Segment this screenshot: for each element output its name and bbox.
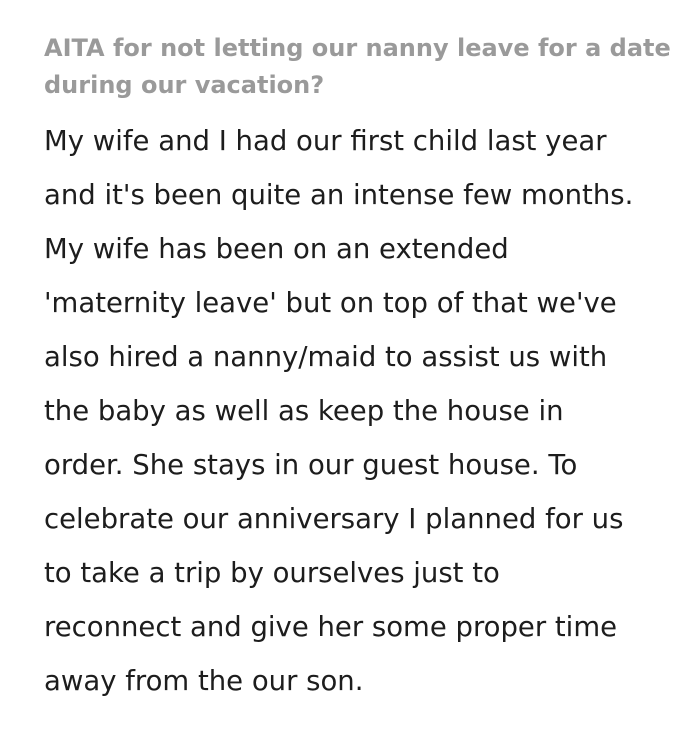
post-title-line: AITA for not letting our nanny leave for a [44, 34, 602, 62]
post-title-line: date during our vacation? [44, 34, 671, 99]
post-body-line: My wife has been on an extended [44, 233, 509, 265]
post-body-line: My wife and I had our first child last year [44, 125, 607, 157]
post-body-line: the baby as well as keep the house in [44, 395, 564, 427]
post-body-line: also hired a nanny/maid to assist us with [44, 341, 608, 373]
post [44, 30, 684, 708]
post-body-line: 'maternity leave' but on top of that we've [44, 287, 617, 319]
post-body-line: reconnect and give her some proper time [44, 611, 618, 643]
post-body-line: celebrate our anniversary I planned for us [44, 503, 624, 535]
post-body-line: order. She stays in our guest house. To [44, 449, 578, 481]
post-body [44, 114, 684, 708]
post-body-line: and it's been quite an intense few months. [44, 179, 634, 211]
post-body-line: away from the our son. [44, 665, 364, 697]
post-body-line: to take a trip by ourselves just to [44, 557, 500, 589]
post-title [44, 30, 684, 104]
